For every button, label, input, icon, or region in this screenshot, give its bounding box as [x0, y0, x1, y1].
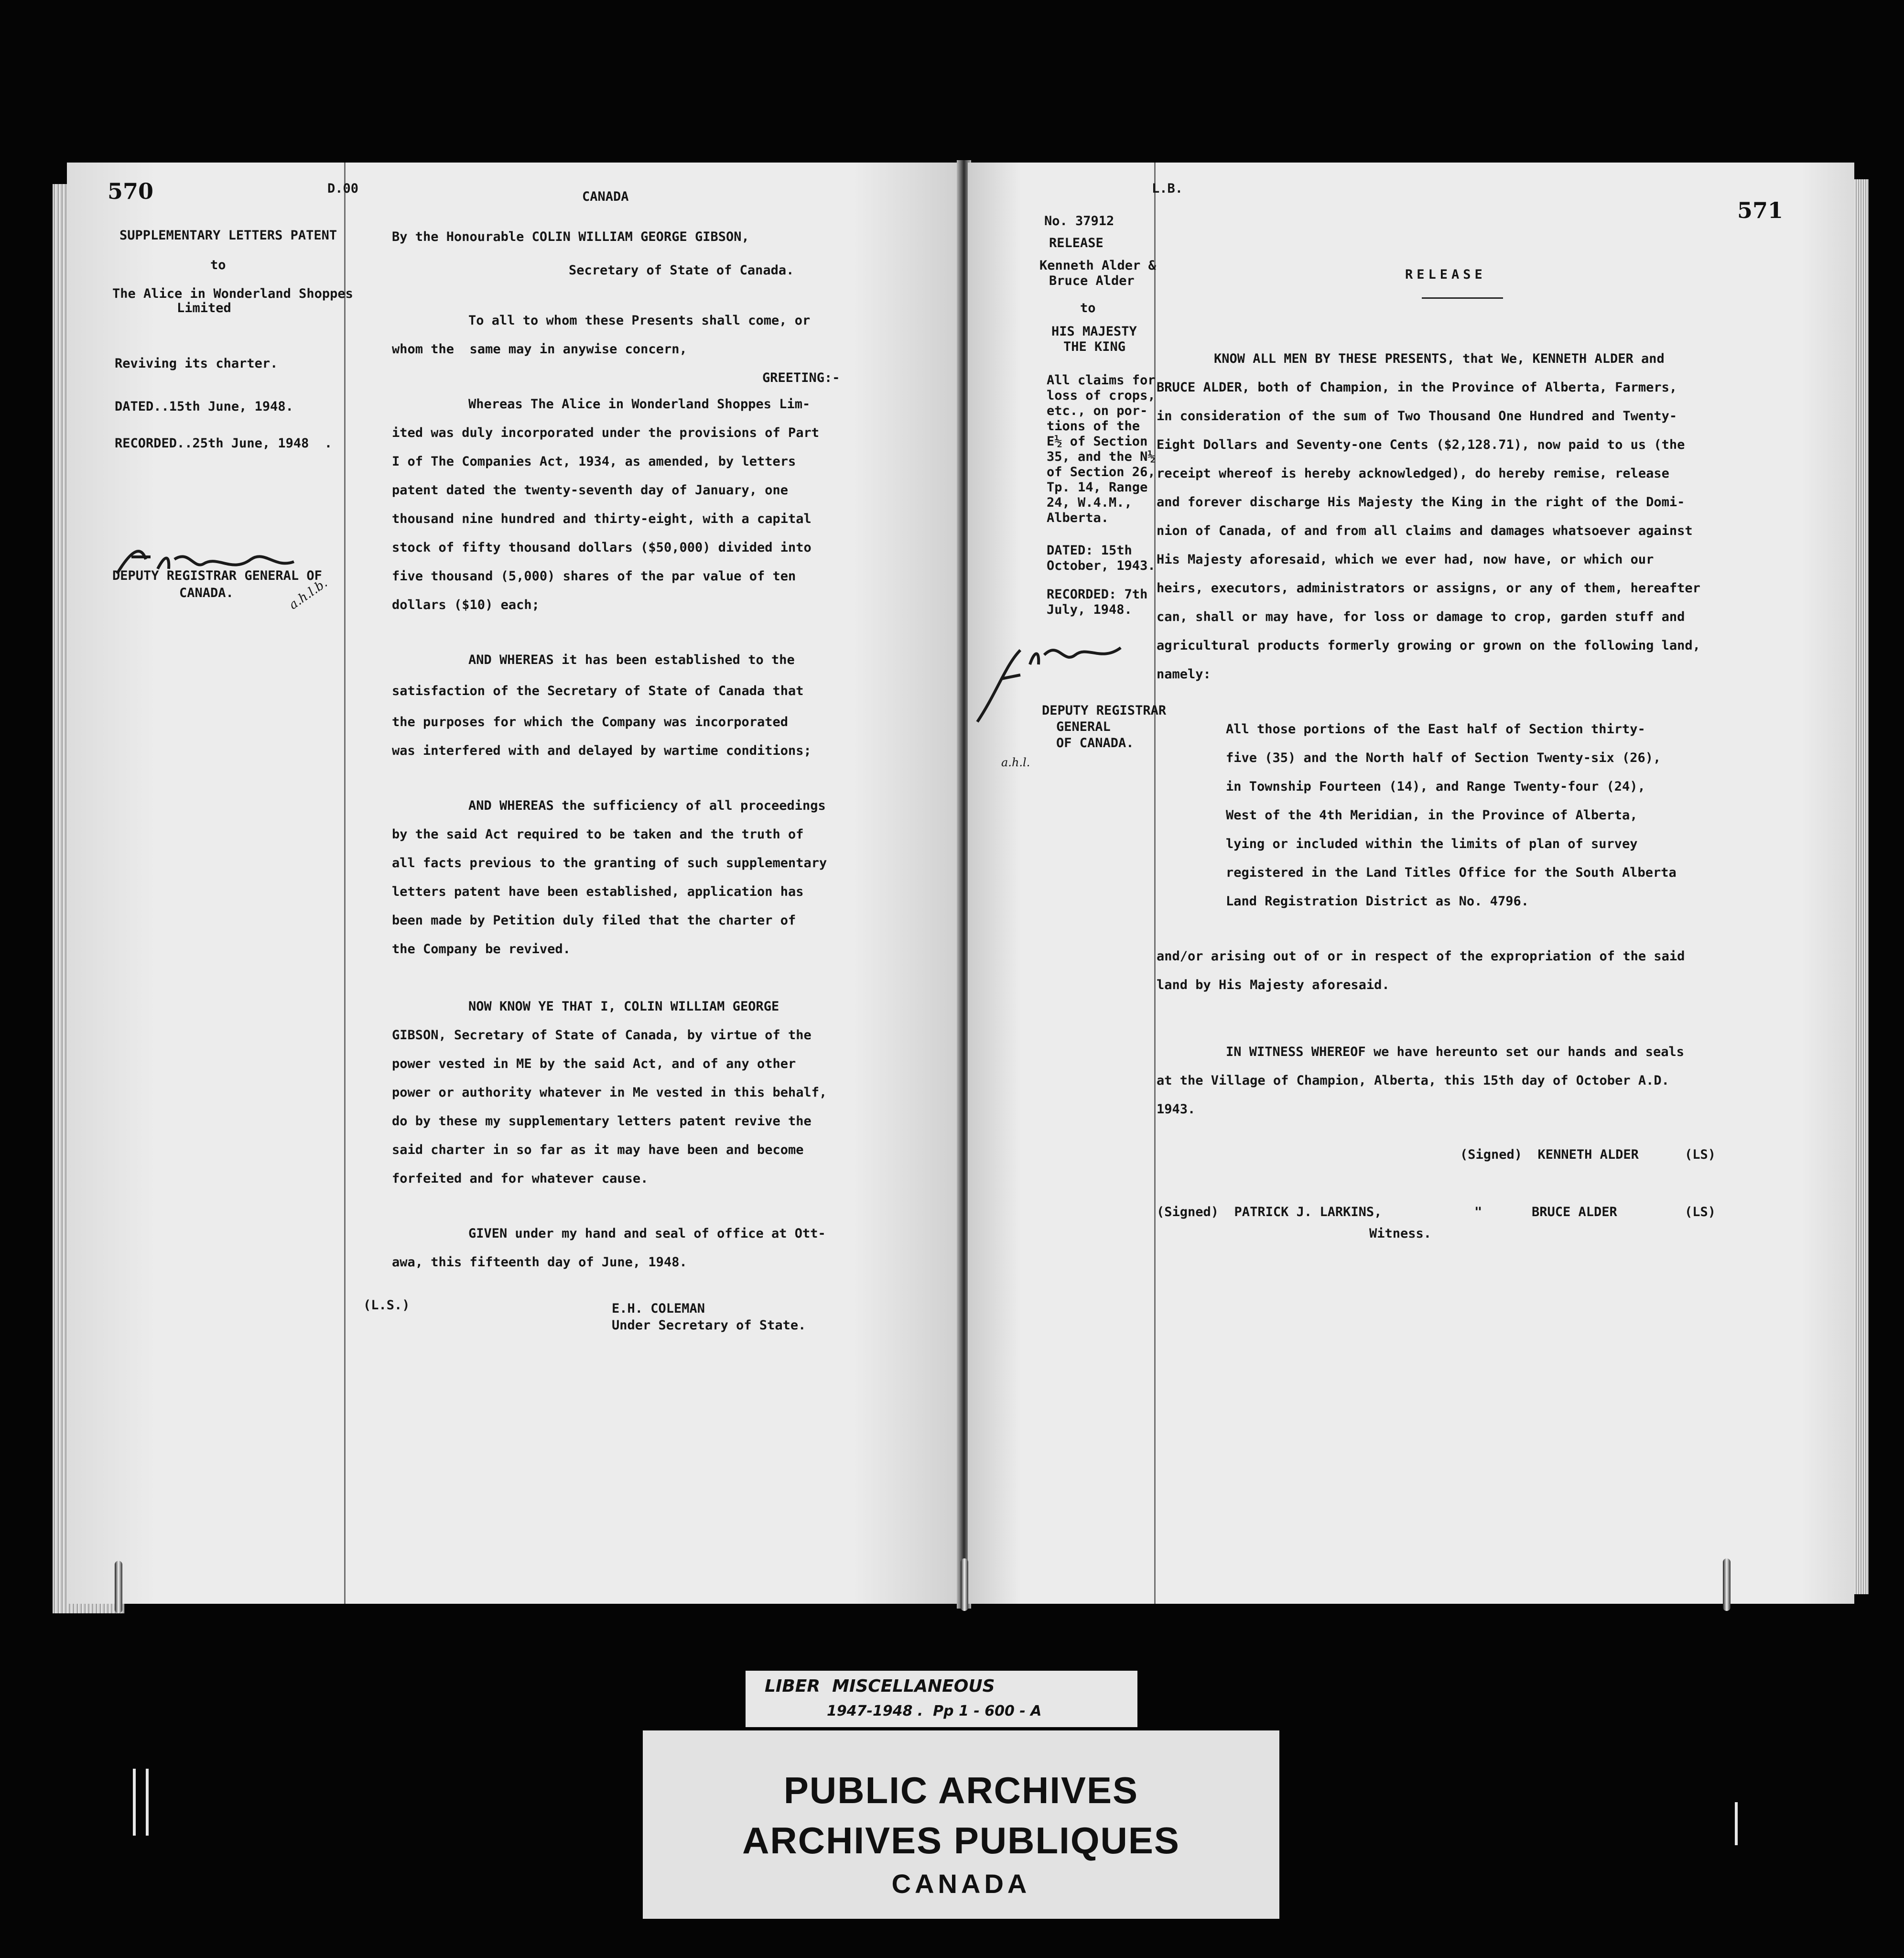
release-body-9: heirs, executors, administrators or assigns, or any of them, hereafter [1157, 581, 1700, 596]
body-line-27: power or authority whatever in Me vested in this behalf, [392, 1085, 827, 1100]
liber-line-2: 1947-1948 . Pp 1 - 600 - A [827, 1703, 1042, 1719]
page-heading: CANADA [582, 189, 629, 204]
release-margin-recorded-1: RECORDED: 7th [1047, 587, 1148, 602]
release-heading: RELEASE [1405, 267, 1486, 282]
release-margin-13: 35, and the N½ [1047, 449, 1156, 464]
seal-ls-2: (LS) [1685, 1205, 1716, 1219]
release-body-5: receipt whereof is hereby acknowledged), do hereby remise, release [1157, 466, 1669, 481]
body-line-28: do by these my supplementary letters patent revive the [392, 1114, 811, 1129]
film-mark-2 [146, 1769, 149, 1836]
witness-clause-2: at the Village of Champion, Alberta, this 15th day of October A.D. [1157, 1073, 1669, 1088]
body-line-2: Secretary of State of Canada. [569, 263, 794, 278]
seal-ls: (L.S.) [363, 1298, 410, 1313]
release-body-4: Eight Dollars and Seventy-one Cents ($2,128.71), now paid to us (the [1157, 437, 1685, 452]
release-body-12: namely: [1157, 667, 1211, 682]
release-margin-5: to [1080, 301, 1096, 315]
release-body-3: in consideration of the sum of Two Thousand One Hundred and Twenty- [1157, 409, 1677, 424]
release-margin-12: E½ of Section [1047, 434, 1148, 449]
release-body-2: BRUCE ALDER, both of Champion, in the Province of Alberta, Farmers, [1157, 380, 1677, 395]
release-body-21: land by His Majesty aforesaid. [1157, 978, 1390, 992]
margin-purpose: Reviving its charter. [115, 356, 278, 371]
body-line-19: by the said Act required to be taken and the truth of [392, 827, 804, 842]
body-greeting: GREETING:- [762, 370, 840, 385]
release-margin-14: of Section 26, [1047, 465, 1156, 479]
body-line-7: ited was duly incorporated under the provisions of Part [392, 425, 820, 440]
body-line-18: AND WHEREAS the sufficiency of all proceedings [468, 798, 826, 813]
witness-clause-1: IN WITNESS WHEREOF we have hereunto set our hands and seals [1226, 1044, 1685, 1059]
body-line-1: By the Honourable COLIN WILLIAM GEORGE GIBSON, [392, 229, 749, 244]
film-mark-3 [1735, 1802, 1738, 1845]
archive-card [643, 1730, 1279, 1919]
ditto-mark: " [1474, 1205, 1482, 1219]
body-line-10: thousand nine hundred and thirty-eight, with a capital [392, 511, 811, 526]
body-line-23: the Company be revived. [392, 942, 571, 957]
land-description-1: All those portions of the East half of Section thirty- [1226, 722, 1645, 737]
liber-label-tag [746, 1671, 1137, 1727]
release-body-11: agricultural products formerly growing or grown on the following land, [1157, 638, 1700, 653]
body-line-17: was interfered with and delayed by wartime conditions; [392, 743, 811, 758]
page-number-570: 570 [108, 178, 154, 204]
release-margin-dated-1: DATED: 15th [1047, 543, 1132, 558]
release-margin-3: Kenneth Alder & [1039, 258, 1156, 273]
margin-company-1: The Alice in Wonderland Shoppes [112, 286, 353, 301]
body-line-21: letters patent have been established, application has [392, 884, 804, 899]
release-margin-15: Tp. 14, Range [1047, 480, 1148, 495]
body-line-9: patent dated the twenty-seventh day of January, one [392, 483, 789, 498]
signatory-name: E.H. COLEMAN [612, 1301, 705, 1316]
body-line-29: said charter in so far as it may have been and become [392, 1142, 804, 1157]
body-line-6: Whereas The Alice in Wonderland Shoppes Lim- [468, 397, 811, 412]
release-body-20: and/or arising out of or in respect of the expropriation of the said [1157, 949, 1685, 964]
release-margin-6: HIS MAJESTY [1051, 324, 1137, 339]
release-margin-2: RELEASE [1049, 236, 1103, 250]
binding-clip-left [115, 1561, 122, 1613]
margin-title-1: SUPPLEMENTARY LETTERS PATENT [119, 228, 337, 243]
page-reference: D.00 [327, 181, 359, 196]
release-margin-17: Alberta. [1047, 511, 1109, 525]
release-margin-dated-2: October, 1943. [1047, 558, 1156, 573]
archive-line-3: CANADA [891, 1869, 1031, 1899]
release-body-7: nion of Canada, of and from all claims and damages whatsoever against [1157, 523, 1693, 538]
body-line-8: I of The Companies Act, 1934, as amended, by letters [392, 454, 796, 469]
signatory-title: Under Secretary of State. [612, 1318, 806, 1333]
registrar-right-initials: a.h.l. [1001, 756, 1030, 769]
margin-title-2: to [210, 258, 226, 272]
release-body-10: can, shall or may have, for loss or damage to crop, garden stuff and [1157, 609, 1685, 624]
registrar-title-1: DEPUTY REGISTRAR GENERAL OF [112, 568, 322, 583]
body-line-13: dollars ($10) each; [392, 598, 540, 612]
signed-kenneth-alder: (Signed) KENNETH ALDER [1460, 1147, 1639, 1162]
body-line-32: awa, this fifteenth day of June, 1948. [392, 1255, 687, 1270]
body-line-16: the purposes for which the Company was incorporated [392, 715, 789, 729]
body-line-11: stock of fifty thousand dollars ($50,000) divided into [392, 540, 811, 555]
page-number-571: 571 [1737, 197, 1784, 223]
release-margin-1: No. 37912 [1044, 214, 1114, 228]
land-description-6: registered in the Land Titles Office for the South Alberta [1226, 865, 1677, 880]
witness-patrick-larkins: (Signed) PATRICK J. LARKINS, [1157, 1205, 1382, 1219]
release-margin-11: tions of the [1047, 419, 1140, 434]
release-body-8: His Majesty aforesaid, which we ever had, now have, or which our [1157, 552, 1654, 567]
margin-company-2: Limited [177, 301, 231, 315]
land-description-5: lying or included within the limits of plan of survey [1226, 837, 1638, 851]
archive-line-1: PUBLIC ARCHIVES [783, 1769, 1139, 1811]
body-line-15: satisfaction of the Secretary of State of Canada that [392, 684, 804, 698]
left-page [67, 163, 961, 1604]
binding-clip-right [1723, 1558, 1731, 1611]
margin-dated: DATED..15th June, 1948. [115, 399, 293, 414]
page-reference-right: L.B. [1152, 181, 1183, 196]
release-margin-8: All claims for [1047, 373, 1156, 388]
registrar-right-3: OF CANADA. [1056, 736, 1134, 751]
body-line-20: all facts previous to the granting of such supplementary [392, 856, 827, 870]
body-line-24: NOW KNOW YE THAT I, COLIN WILLIAM GEORGE [468, 999, 779, 1014]
release-margin-16: 24, W.4.M., [1047, 495, 1132, 510]
land-description-3: in Township Fourteen (14), and Range Twenty-four (24), [1226, 779, 1645, 794]
release-body-6: and forever discharge His Majesty the King in the right of the Domi- [1157, 495, 1685, 510]
body-line-3: To all to whom these Presents shall come, or [468, 313, 811, 328]
witness-clause-3: 1943. [1157, 1102, 1196, 1117]
release-margin-4: Bruce Alder [1049, 273, 1135, 288]
land-description-4: West of the 4th Meridian, in the Province of Alberta, [1226, 808, 1638, 823]
body-line-22: been made by Petition duly filed that the charter of [392, 913, 796, 928]
land-description-7: Land Registration District as No. 4796. [1226, 894, 1529, 909]
right-page [968, 163, 1854, 1604]
body-line-31: GIVEN under my hand and seal of office at Ott- [468, 1226, 826, 1241]
seal-ls-1: (LS) [1685, 1147, 1716, 1162]
body-line-12: five thousand (5,000) shares of the par value of ten [392, 569, 796, 584]
registrar-initials: a.h.l.b. [286, 576, 330, 613]
margin-recorded: RECORDED..25th June, 1948 . [115, 436, 333, 451]
signed-bruce-alder: BRUCE ALDER [1532, 1205, 1617, 1219]
film-mark-1 [133, 1769, 136, 1836]
release-margin-recorded-2: July, 1948. [1047, 602, 1132, 617]
registrar-right-1: DEPUTY REGISTRAR [1042, 703, 1167, 718]
registrar-title-2: CANADA. [179, 586, 234, 600]
release-margin-9: loss of crops, [1047, 388, 1156, 403]
body-line-26: power vested in ME by the said Act, and of any other [392, 1056, 796, 1071]
left-margin-rule [344, 163, 346, 1604]
liber-line-1: LIBER MISCELLANEOUS [765, 1676, 995, 1696]
ledger-book [67, 155, 1859, 1618]
registrar-right-2: GENERAL [1056, 719, 1111, 734]
release-body-1: KNOW ALL MEN BY THESE PRESENTS, that We, KENNETH ALDER and [1214, 351, 1665, 366]
body-line-25: GIBSON, Secretary of State of Canada, by virtue of the [392, 1028, 811, 1043]
heading-underline [1422, 297, 1503, 299]
release-margin-7: THE KING [1063, 339, 1126, 354]
archive-line-2: ARCHIVES PUBLIQUES [742, 1819, 1180, 1861]
binding-clip-center [961, 1558, 968, 1611]
witness-label: Witness. [1369, 1226, 1432, 1241]
body-line-30: forfeited and for whatever cause. [392, 1171, 649, 1186]
land-description-2: five (35) and the North half of Section Twenty-six (26), [1226, 751, 1661, 765]
body-line-4: whom the same may in anywise concern, [392, 342, 687, 357]
body-line-14: AND WHEREAS it has been established to the [468, 653, 795, 667]
release-margin-10: etc., on por- [1047, 403, 1148, 418]
